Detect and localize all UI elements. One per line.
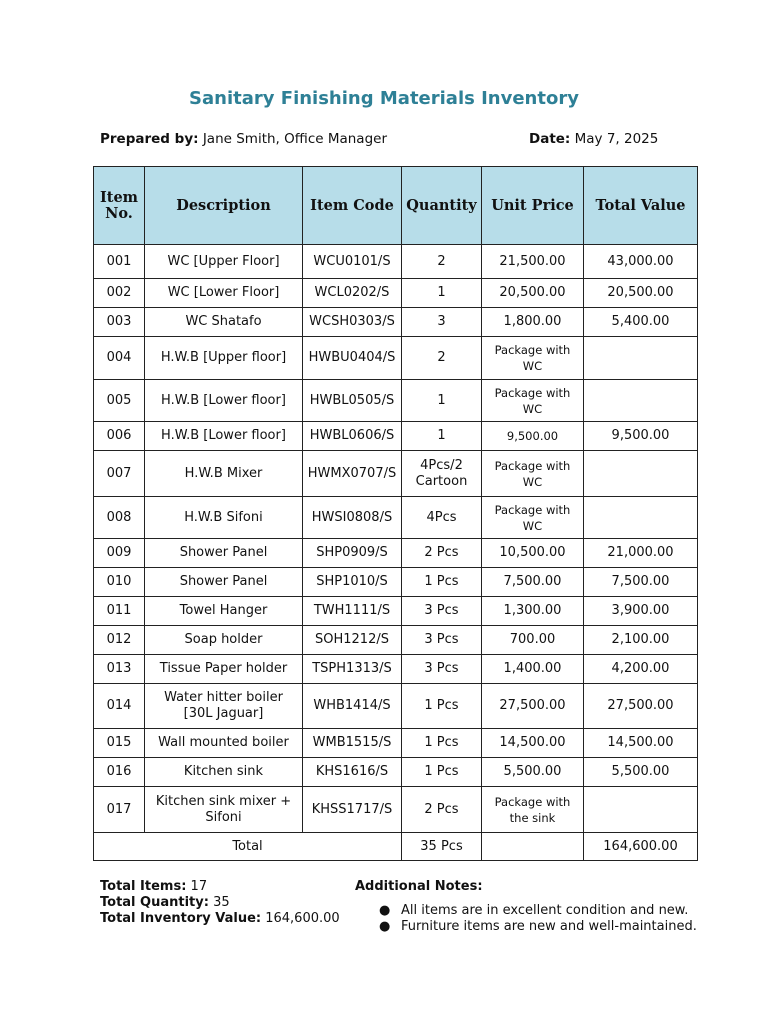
- cell-item-no: 006: [94, 422, 145, 451]
- cell-unit-price: 27,500.00: [482, 684, 584, 729]
- total-quantity: 35 Pcs: [402, 833, 482, 861]
- cell-item-code: TSPH1313/S: [303, 655, 402, 684]
- summary-total-value: [100, 911, 340, 927]
- cell-quantity: 2 Pcs: [402, 787, 482, 833]
- cell-unit-price: 14,500.00: [482, 729, 584, 758]
- total-items-value: 17: [190, 879, 208, 894]
- table-row: [94, 422, 698, 451]
- cell-item-no: 015: [94, 729, 145, 758]
- cell-description: H.W.B Sifoni: [145, 497, 303, 539]
- table-row: [94, 787, 698, 833]
- cell-total-value: 43,000.00: [584, 245, 698, 279]
- note-text: All items are in excellent condition and new.: [401, 903, 689, 918]
- cell-unit-price: Package with WC: [482, 337, 584, 380]
- summary-total-items: [100, 879, 340, 895]
- table-header-row: [94, 167, 698, 245]
- cell-item-code: SHP0909/S: [303, 539, 402, 568]
- cell-item-code: WCSH0303/S: [303, 308, 402, 337]
- bullet-icon: ●: [379, 919, 391, 934]
- cell-item-no: 012: [94, 626, 145, 655]
- prepared-by: [100, 131, 387, 147]
- cell-description: H.W.B [Lower floor]: [145, 380, 303, 422]
- summary-block: [100, 879, 340, 927]
- additional-notes: [355, 879, 697, 935]
- cell-total-value: 7,500.00: [584, 568, 698, 597]
- table-row: [94, 758, 698, 787]
- cell-total-value: 5,400.00: [584, 308, 698, 337]
- table-row: [94, 337, 698, 380]
- cell-total-value: [584, 787, 698, 833]
- cell-item-code: HWBU0404/S: [303, 337, 402, 380]
- table-row: [94, 245, 698, 279]
- cell-item-code: WCL0202/S: [303, 279, 402, 308]
- cell-total-value: 5,500.00: [584, 758, 698, 787]
- cell-item-no: 004: [94, 337, 145, 380]
- cell-item-no: 001: [94, 245, 145, 279]
- total-value-value: 164,600.00: [265, 911, 340, 926]
- notes-list: [355, 903, 697, 935]
- cell-total-value: 21,000.00: [584, 539, 698, 568]
- cell-description: Tissue Paper holder: [145, 655, 303, 684]
- cell-item-no: 010: [94, 568, 145, 597]
- cell-unit-price: 1,400.00: [482, 655, 584, 684]
- cell-item-code: HWBL0606/S: [303, 422, 402, 451]
- cell-item-code: SHP1010/S: [303, 568, 402, 597]
- cell-quantity: 3 Pcs: [402, 626, 482, 655]
- header-item-code: Item Code: [303, 167, 402, 245]
- cell-description: Shower Panel: [145, 568, 303, 597]
- total-row: [94, 833, 698, 861]
- table-row: [94, 539, 698, 568]
- cell-item-code: HWMX0707/S: [303, 451, 402, 497]
- cell-total-value: 4,200.00: [584, 655, 698, 684]
- cell-total-value: 3,900.00: [584, 597, 698, 626]
- summary-total-quantity: [100, 895, 340, 911]
- header-unit-price: Unit Price: [482, 167, 584, 245]
- table-row: [94, 308, 698, 337]
- prepared-by-label: Prepared by:: [100, 131, 199, 147]
- cell-item-code: WHB1414/S: [303, 684, 402, 729]
- table-row: [94, 684, 698, 729]
- total-items-label: Total Items:: [100, 879, 187, 894]
- cell-quantity: 2: [402, 245, 482, 279]
- cell-description: Towel Hanger: [145, 597, 303, 626]
- cell-total-value: 20,500.00: [584, 279, 698, 308]
- table-row: [94, 279, 698, 308]
- table-row: [94, 655, 698, 684]
- cell-description: Shower Panel: [145, 539, 303, 568]
- cell-item-no: 002: [94, 279, 145, 308]
- cell-item-code: KHS1616/S: [303, 758, 402, 787]
- cell-item-no: 007: [94, 451, 145, 497]
- list-item: [355, 919, 697, 935]
- cell-quantity: 3 Pcs: [402, 655, 482, 684]
- total-value: 164,600.00: [584, 833, 698, 861]
- cell-total-value: 14,500.00: [584, 729, 698, 758]
- date-label: Date:: [529, 131, 571, 147]
- cell-unit-price: 1,800.00: [482, 308, 584, 337]
- cell-description: H.W.B [Lower floor]: [145, 422, 303, 451]
- cell-quantity: 1 Pcs: [402, 729, 482, 758]
- cell-unit-price: 1,300.00: [482, 597, 584, 626]
- cell-unit-price: 7,500.00: [482, 568, 584, 597]
- total-quantity-label: Total Quantity:: [100, 895, 209, 910]
- cell-item-code: SOH1212/S: [303, 626, 402, 655]
- total-quantity-value: 35: [213, 895, 230, 910]
- document-title: Sanitary Finishing Materials Inventory: [189, 88, 579, 109]
- cell-quantity: 3: [402, 308, 482, 337]
- cell-item-code: WCU0101/S: [303, 245, 402, 279]
- cell-item-no: 013: [94, 655, 145, 684]
- cell-total-value: 27,500.00: [584, 684, 698, 729]
- cell-unit-price: 20,500.00: [482, 279, 584, 308]
- cell-total-value: [584, 497, 698, 539]
- cell-quantity: 1: [402, 279, 482, 308]
- cell-item-no: 016: [94, 758, 145, 787]
- cell-item-code: HWBL0505/S: [303, 380, 402, 422]
- cell-item-code: KHSS1717/S: [303, 787, 402, 833]
- table-row: [94, 568, 698, 597]
- cell-unit-price: Package with the sink: [482, 787, 584, 833]
- cell-description: H.W.B [Upper floor]: [145, 337, 303, 380]
- cell-description: Soap holder: [145, 626, 303, 655]
- total-unit-price-empty: [482, 833, 584, 861]
- cell-total-value: [584, 451, 698, 497]
- cell-unit-price: Package with WC: [482, 380, 584, 422]
- cell-description: WC Shatafo: [145, 308, 303, 337]
- table-row: [94, 729, 698, 758]
- header-quantity: Quantity: [402, 167, 482, 245]
- cell-item-no: 005: [94, 380, 145, 422]
- cell-total-value: 9,500.00: [584, 422, 698, 451]
- cell-item-no: 009: [94, 539, 145, 568]
- cell-unit-price: 10,500.00: [482, 539, 584, 568]
- cell-description: WC [Lower Floor]: [145, 279, 303, 308]
- cell-quantity: 2: [402, 337, 482, 380]
- cell-description: Kitchen sink mixer + Sifoni: [145, 787, 303, 833]
- cell-item-no: 014: [94, 684, 145, 729]
- date-value: May 7, 2025: [574, 131, 659, 147]
- cell-quantity: 1 Pcs: [402, 684, 482, 729]
- cell-unit-price: 700.00: [482, 626, 584, 655]
- cell-total-value: [584, 380, 698, 422]
- cell-description: Kitchen sink: [145, 758, 303, 787]
- cell-quantity: 1: [402, 380, 482, 422]
- table-row: [94, 380, 698, 422]
- cell-quantity: 3 Pcs: [402, 597, 482, 626]
- total-value-label: Total Inventory Value:: [100, 911, 262, 926]
- cell-quantity: 4Pcs/2 Cartoon: [402, 451, 482, 497]
- cell-total-value: 2,100.00: [584, 626, 698, 655]
- cell-unit-price: 5,500.00: [482, 758, 584, 787]
- cell-quantity: 4Pcs: [402, 497, 482, 539]
- cell-unit-price: 21,500.00: [482, 245, 584, 279]
- header-total-value: Total Value: [584, 167, 698, 245]
- prepared-by-value: Jane Smith, Office Manager: [202, 131, 388, 147]
- table-row: [94, 626, 698, 655]
- header-description: Description: [145, 167, 303, 245]
- cell-item-no: 017: [94, 787, 145, 833]
- cell-description: Wall mounted boiler: [145, 729, 303, 758]
- notes-heading: Additional Notes:: [355, 879, 483, 894]
- cell-quantity: 1 Pcs: [402, 758, 482, 787]
- list-item: [355, 903, 697, 919]
- cell-item-code: HWSI0808/S: [303, 497, 402, 539]
- cell-total-value: [584, 337, 698, 380]
- cell-description: H.W.B Mixer: [145, 451, 303, 497]
- cell-item-no: 011: [94, 597, 145, 626]
- bullet-icon: ●: [379, 903, 391, 918]
- header-item-no: Item No.: [94, 167, 145, 245]
- document-date: [529, 131, 658, 147]
- cell-item-code: TWH1111/S: [303, 597, 402, 626]
- table-row: [94, 597, 698, 626]
- cell-unit-price: 9,500.00: [482, 422, 584, 451]
- cell-description: WC [Upper Floor]: [145, 245, 303, 279]
- total-label: Total: [94, 833, 402, 861]
- cell-quantity: 1 Pcs: [402, 568, 482, 597]
- inventory-table: [93, 166, 698, 861]
- cell-quantity: 2 Pcs: [402, 539, 482, 568]
- cell-unit-price: Package with WC: [482, 497, 584, 539]
- table-row: [94, 451, 698, 497]
- cell-unit-price: Package with WC: [482, 451, 584, 497]
- cell-item-code: WMB1515/S: [303, 729, 402, 758]
- cell-item-no: 008: [94, 497, 145, 539]
- table-row: [94, 497, 698, 539]
- cell-description: Water hitter boiler [30L Jaguar]: [145, 684, 303, 729]
- cell-item-no: 003: [94, 308, 145, 337]
- cell-quantity: 1: [402, 422, 482, 451]
- note-text: Furniture items are new and well-maintained.: [401, 919, 697, 934]
